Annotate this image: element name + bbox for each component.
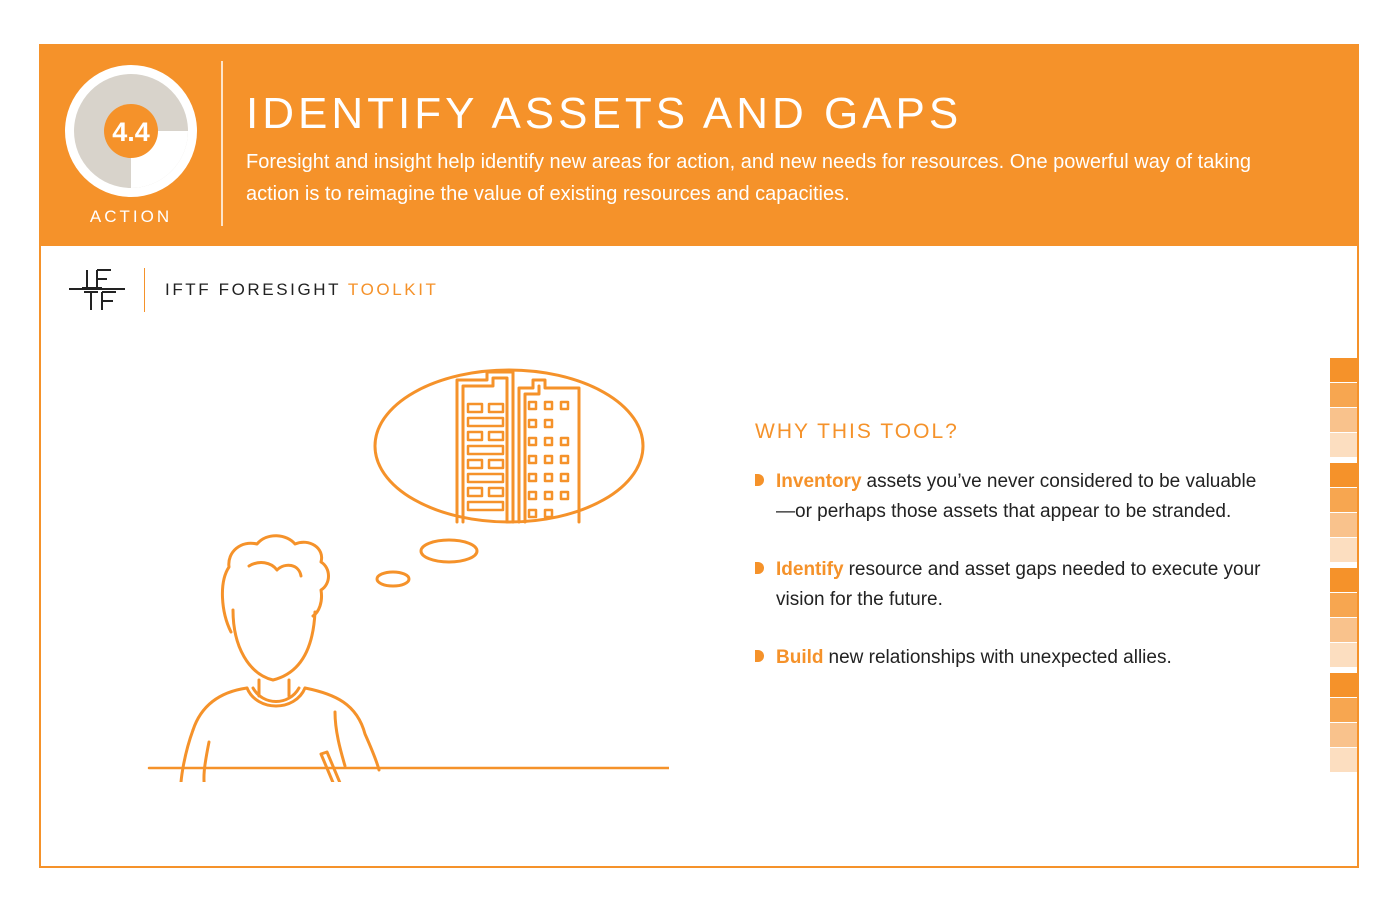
color-swatch [1330,383,1357,407]
bullet-list [755,467,1275,701]
color-swatch [1330,433,1357,457]
page-subtitle: Foresight and insight help identify new areas for action, and new needs for resources. One powerful way of taking action is to reimagine the value of existing resources and capacities. [246,151,1252,205]
color-swatch-strip [1330,358,1357,778]
bullet-lead: Build [776,647,824,668]
person-thinking-illustration [109,362,669,782]
color-swatch [1330,643,1357,667]
color-swatch [1330,673,1357,697]
bullet-text [776,643,1275,673]
why-this-tool-heading: WHY THIS TOOL? [755,420,959,443]
color-swatch [1330,538,1357,562]
header-banner [41,46,1357,246]
bullet-item-identify [755,555,1275,615]
color-swatch [1330,408,1357,432]
progress-badge-icon [61,61,201,201]
color-swatch [1330,593,1357,617]
bullet-item-build [755,643,1275,673]
thought-bubble [375,370,643,522]
color-swatch [1330,488,1357,512]
brand-name [165,280,439,300]
bullet-body: new relationships with unexpected allies. [828,647,1172,668]
bullet-text [776,555,1275,615]
bullet-body: assets you’ve never considered to be valuable—or perhaps those assets that appear to be stranded. [776,471,1257,522]
badge-label: ACTION [89,207,173,226]
thought-bubble-tiny [377,572,409,586]
header-divider [221,61,223,226]
brand-name-main: IFTF FORESIGHT [165,280,341,299]
color-swatch [1330,618,1357,642]
iftf-logo-icon [69,268,125,312]
buildings-icon [457,372,579,522]
color-swatch [1330,568,1357,592]
color-swatch [1330,358,1357,382]
color-swatch [1330,513,1357,537]
color-swatch [1330,723,1357,747]
bullet-lead: Identify [776,559,844,580]
person-icon [181,536,415,782]
color-swatch [1330,698,1357,722]
bullet-icon [755,650,764,662]
brand-name-accent: TOOLKIT [347,280,439,299]
color-swatch [1330,748,1357,772]
bullet-icon [755,562,764,574]
bullet-icon [755,474,764,486]
bullet-item-inventory [755,467,1275,527]
thought-bubble-small [421,540,477,562]
page-title: IDENTIFY ASSETS AND GAPS [246,89,963,138]
toolkit-card [39,44,1359,868]
color-swatch [1330,463,1357,487]
badge-number: 4.4 [112,117,150,147]
bullet-body: resource and asset gaps needed to execute your vision for the future. [776,559,1261,610]
bullet-lead: Inventory [776,471,862,492]
brand-divider [144,268,145,312]
bullet-text [776,467,1275,527]
